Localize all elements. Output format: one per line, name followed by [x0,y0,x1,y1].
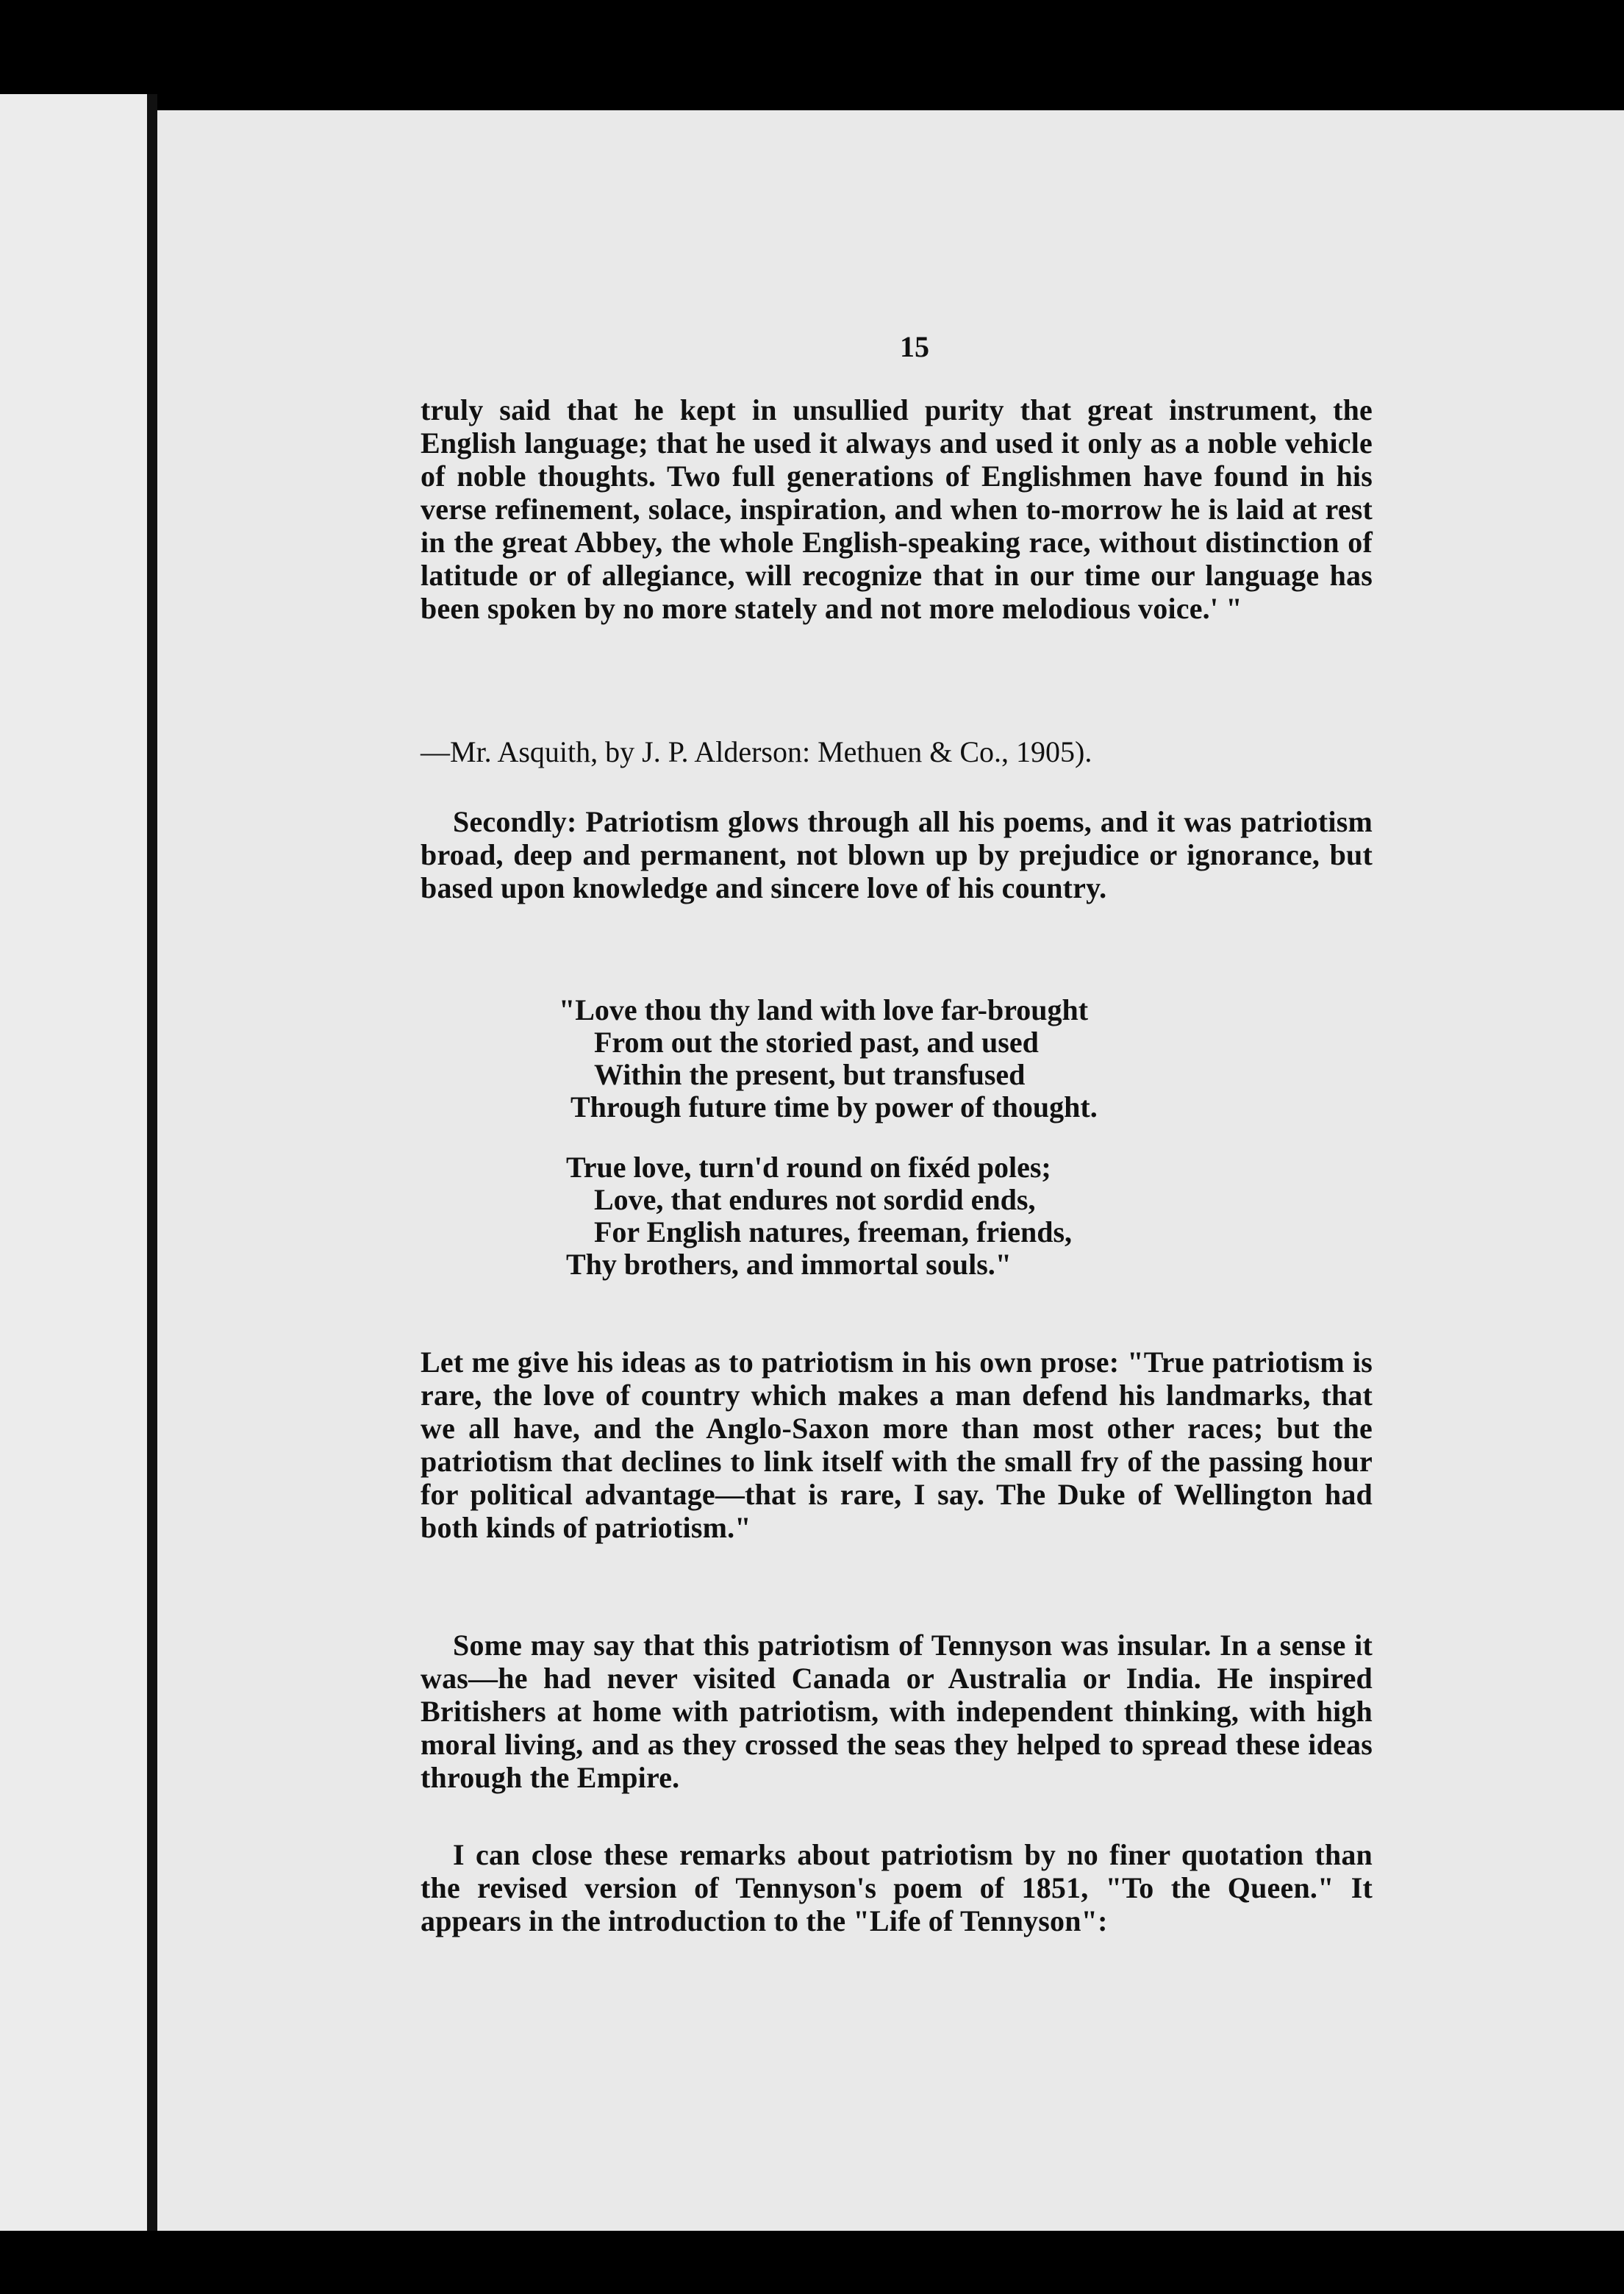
poem-line: Through future time by power of thought. [570,1090,1098,1123]
book-spine [147,94,157,2231]
poem-line: Thy brothers, and immortal souls." [566,1248,1012,1281]
poem-line: Within the present, but transfused [594,1058,1026,1091]
paragraph-tennyson-prose: Let me give his ideas as to patriotism in his own prose: "True patriotism is rare, the love of country which makes a man defend his landmarks, that we all have, and the Anglo-Saxon more than most other races; but the patriotism that declines to link itself with the small fry of the passing hour for political advantage—that is rare, I say. The Duke of Wellington had both kinds of patriotism." [421,1346,1373,1544]
poem-line: Love, that endures not sordid ends, [594,1183,1036,1216]
page-number: 15 [900,330,929,363]
poem-line: True love, turn'd round on fixéd poles; [566,1151,1051,1184]
paragraph-asquith-quote: truly said that he kept in unsullied purity that great instrument, the English language; that he used it always and used it only as a noble vehicle of noble thoughts. Two full generations of Englishmen have found in his verse refinement, solace, inspiration, and when to-morrow he is laid at rest in the great Abbey, the whole English-speaking race, without distinction of latitude or of allegiance, will recognize that in our time our language has been spoken by no more stately and not more melodious voice.' " [421,393,1373,625]
poem-love-thou-thy-land [559,994,1220,1281]
paragraph-to-the-queen: I can close these remarks about patriotism by no finer quotation than the revised version of Tennyson's poem of 1851, "To the Queen." It appears in the introduction to the "Life of Tennyson": [421,1838,1373,1937]
stanza-break [559,1123,1220,1151]
facing-page-edge [0,94,151,2231]
paragraph-insular: Some may say that this patriotism of Tennyson was insular. In a sense it was—he had never visited Canada or Australia or India. He inspired Britishers at home with patriotism, with independent thinking, with high moral living, and as they crossed the seas they helped to spread these ideas through the Empire. [421,1629,1373,1794]
poem-line: "Love thou thy land with love far-brought [559,993,1089,1026]
citation-asquith: —Mr. Asquith, by J. P. Alderson: Methuen & Co., 1905). [421,735,1092,768]
poem-line: For English natures, freeman, friends, [594,1215,1073,1248]
paragraph-secondly-patriotism: Secondly: Patriotism glows through all his poems, and it was patriotism broad, deep and permanent, not blown up by prejudice or ignorance, but based upon knowledge and sincere love of his country. [421,805,1373,904]
poem-line: From out the storied past, and used [594,1026,1039,1059]
